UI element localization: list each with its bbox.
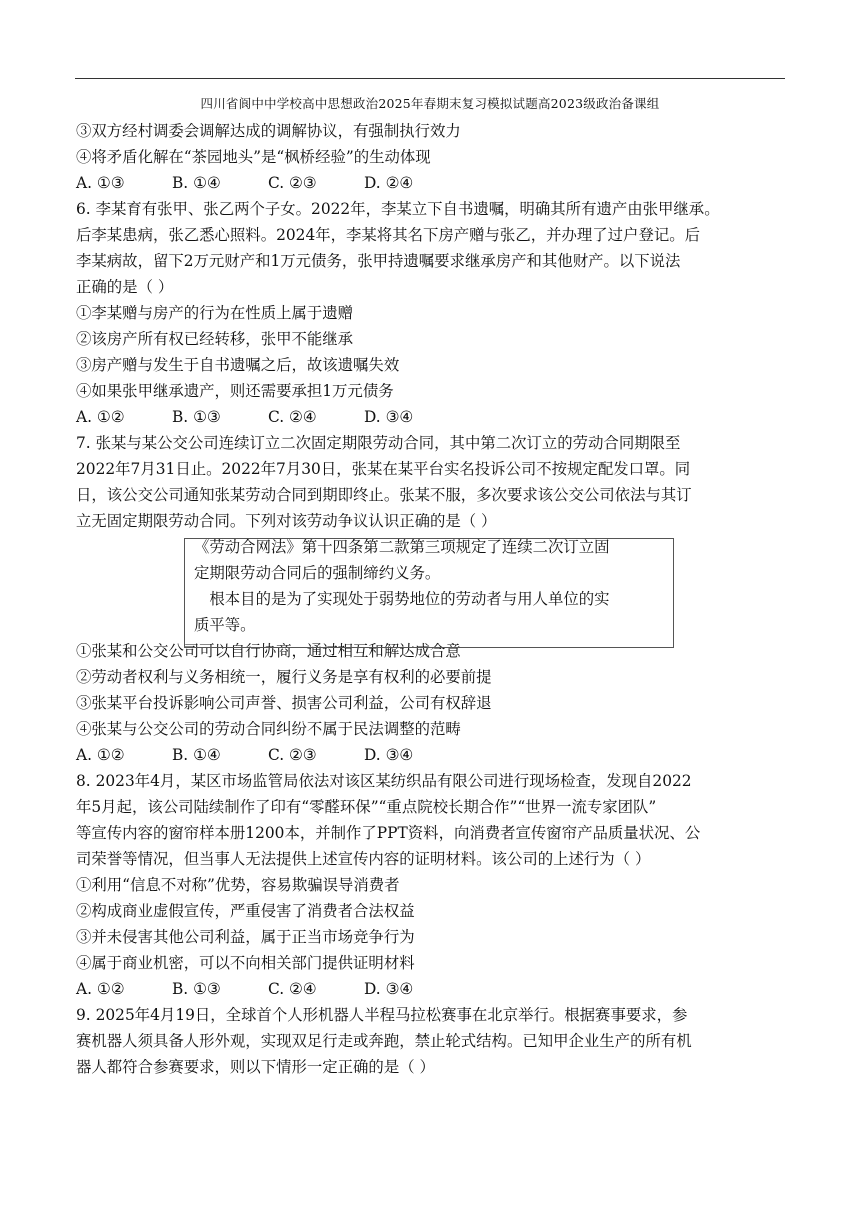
question-stem-line: 器人都符合参赛要求，则以下情形一定正确的是（ ） bbox=[76, 1058, 435, 1076]
question-stem-line: 李某病故，留下2万元财产和1万元债务，张甲持遗嘱要求继承房产和其他财产。以下说法 bbox=[76, 252, 681, 270]
choice-d: D. ③④ bbox=[364, 980, 414, 998]
question-stem-line: 后李某患病，张乙悉心照料。2024年，李某将其名下房产赠与张乙，并办理了过户登记。后 bbox=[76, 226, 701, 244]
question-stem-line: 2022年7月31日止。2022年7月30日，张某在某平台实名投诉公司不按规定配发口罩。同 bbox=[76, 460, 691, 478]
question-8 bbox=[76, 768, 792, 1002]
choice-a: A. ①② bbox=[76, 746, 125, 764]
option-item: ③并未侵害其他公司利益，属于正当市场竞争行为 bbox=[76, 928, 415, 946]
answer-choices bbox=[76, 976, 792, 1002]
option-item: ④属于商业机密，可以不向相关部门提供证明材料 bbox=[76, 954, 415, 972]
choice-c: C. ②③ bbox=[268, 746, 317, 764]
choice-b: B. ①④ bbox=[172, 174, 221, 192]
option-item: ①利用“信息不对称”优势，容易欺骗误导消费者 bbox=[76, 876, 400, 894]
page-header: 四川省阆中中学校高中思想政治2025年春期末复习模拟试题高2023级政治备课组 bbox=[200, 96, 660, 111]
choice-b: B. ①③ bbox=[172, 980, 221, 998]
choice-a: A. ①③ bbox=[76, 174, 125, 192]
quote-line: 根本目的是为了实现处于弱势地位的劳动者与用人单位的实 bbox=[194, 590, 610, 608]
option-item: ④将矛盾化解在“茶园地头”是“枫桥经验”的生动体现 bbox=[76, 148, 431, 166]
question-stem-line: 日，该公交公司通知张某劳动合同到期即终止。张某不服，多次要求该公交公司依法与其订 bbox=[76, 486, 692, 504]
option-item: ③房产赠与发生于自书遗嘱之后，故该遗嘱失效 bbox=[76, 356, 400, 374]
question-stem-line: 年5月起，该公司陆续制作了印有“零醛环保”“重点院校长期合作”“世界一流专家团队” bbox=[76, 798, 657, 816]
question-6 bbox=[76, 196, 792, 430]
header-rule bbox=[75, 78, 785, 79]
answer-choices bbox=[76, 742, 792, 768]
choice-c: C. ②④ bbox=[268, 980, 317, 998]
question-stem-line: 8. 2023年4月，某区市场监管局依法对该区某纺织品有限公司进行现场检查，发现自2022 bbox=[76, 772, 692, 790]
question-stem-line: 立无固定期限劳动合同。下列对该劳动争议认识正确的是（ ） bbox=[76, 512, 497, 530]
choice-a: A. ①② bbox=[76, 980, 125, 998]
option-item: ①张某和公交公司可以自行协商，通过相互和解达成合意 bbox=[76, 642, 461, 660]
choice-b: B. ①③ bbox=[172, 408, 221, 426]
exam-content bbox=[76, 118, 792, 1080]
option-item: ①李某赠与房产的行为在性质上属于遗赠 bbox=[76, 304, 354, 322]
choice-b: B. ①④ bbox=[172, 746, 221, 764]
question-stem-line: 7. 张某与某公交公司连续订立二次固定期限劳动合同，其中第二次订立的劳动合同期限至 bbox=[76, 434, 681, 452]
question-9 bbox=[76, 1002, 792, 1080]
question-stem-line: 赛机器人须具备人形外观，实现双足行走或奔跑，禁止轮式结构。已知甲企业生产的所有机 bbox=[76, 1032, 692, 1050]
question-stem-line: 正确的是（ ） bbox=[76, 278, 174, 296]
option-item: ③张某平台投诉影响公司声誉、损害公司利益，公司有权辞退 bbox=[76, 694, 492, 712]
answer-choices bbox=[76, 404, 792, 430]
question-5-tail bbox=[76, 118, 792, 196]
question-stem-line: 9. 2025年4月19日，全球首个人形机器人半程马拉松赛事在北京举行。根据赛事要求，参 bbox=[76, 1006, 688, 1024]
quote-line: 《劳动合网法》第十四条第二款第三项规定了连续二次订立固 bbox=[194, 538, 610, 556]
option-item: ④张某与公交公司的劳动合同纠纷不属于民法调整的范畴 bbox=[76, 720, 461, 738]
option-item: ②构成商业虚假宣传，严重侵害了消费者合法权益 bbox=[76, 902, 415, 920]
question-stem-line: 等宣传内容的窗帘样本册1200本，并制作了PPT资料，向消费者宣传窗帘产品质量状况、公 bbox=[76, 824, 701, 842]
option-item: ②该房产所有权已经转移，张甲不能继承 bbox=[76, 330, 354, 348]
option-item: ③双方经村调委会调解达成的调解协议，有强制执行效力 bbox=[76, 122, 461, 140]
quote-line: 定期限劳动合同后的强制缔约义务。 bbox=[194, 564, 441, 582]
quote-block bbox=[76, 534, 792, 638]
choice-d: D. ③④ bbox=[364, 746, 414, 764]
option-item: ④如果张甲继承遗产，则还需要承担1万元债务 bbox=[76, 382, 394, 400]
quote-line: 质平等。 bbox=[194, 616, 256, 634]
option-item: ②劳动者权利与义务相统一，履行义务是享有权利的必要前提 bbox=[76, 668, 492, 686]
choice-c: C. ②④ bbox=[268, 408, 317, 426]
question-stem-line: 6. 李某育有张甲、张乙两个子女。2022年，李某立下自书遗嘱，明确其所有遗产由张甲继承。 bbox=[76, 200, 720, 218]
question-stem-line: 司荣誉等情况，但当事人无法提供上述宣传内容的证明材料。该公司的上述行为（ ） bbox=[76, 850, 651, 868]
choice-d: D. ③④ bbox=[364, 408, 414, 426]
choice-a: A. ①② bbox=[76, 408, 125, 426]
choice-d: D. ②④ bbox=[364, 174, 414, 192]
choice-c: C. ②③ bbox=[268, 174, 317, 192]
answer-choices bbox=[76, 170, 792, 196]
question-7 bbox=[76, 430, 792, 768]
